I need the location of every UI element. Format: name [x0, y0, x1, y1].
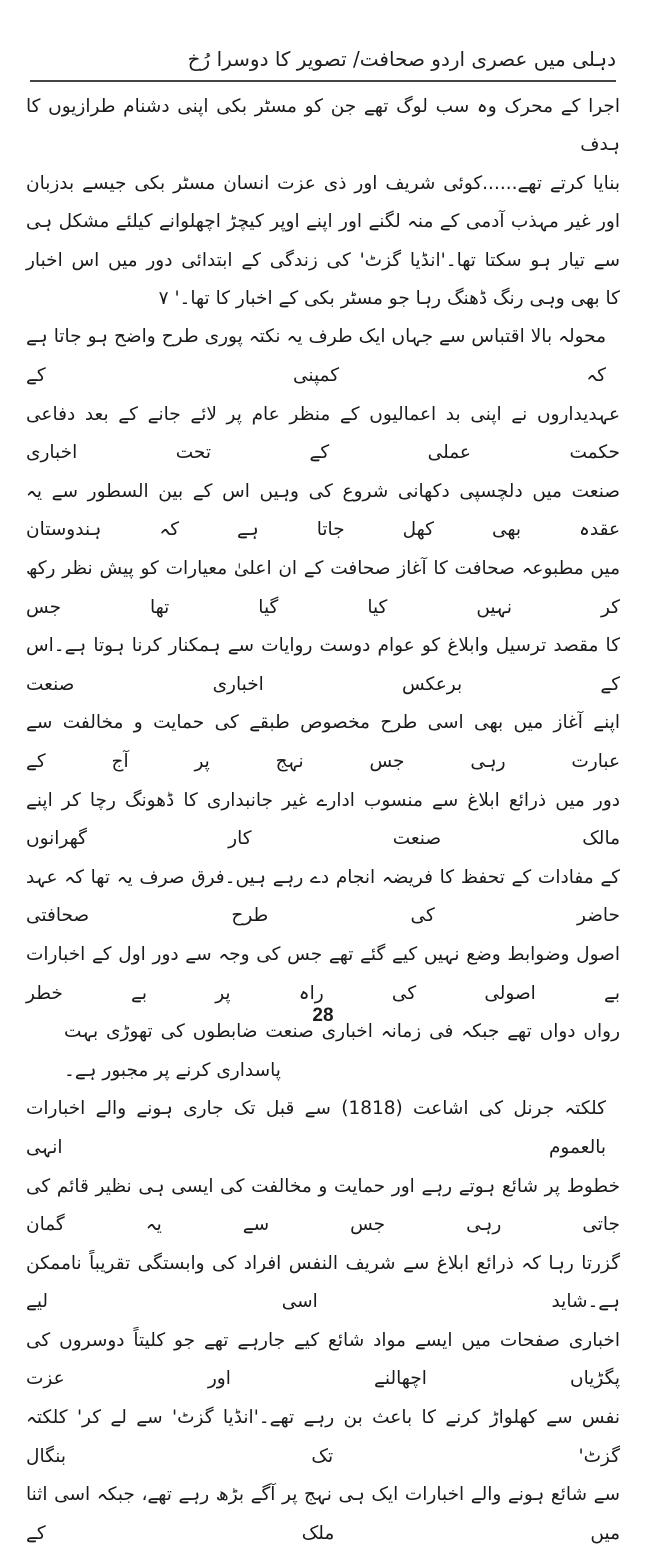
paragraph-line: صنعت میں دلچسپی دکھانی شروع کی وہیں اس کے بین السطور سے یہ عقدہ بھی کھل جاتا ہے کہ ہندوستان [26, 480, 620, 541]
running-head: دہلی میں عصری اردو صحافت/ تصویر کا دوسرا رُخ [187, 47, 616, 71]
paragraph-line: میں مطبوعہ صحافت کا آغاز صحافت کے ان اعلیٰ معیارات کو پیش نظر رکھ کر نہیں کیا گیا تھا جس [26, 558, 620, 618]
header-rule [30, 80, 616, 82]
paragraph-line: اخباری صفحات میں ایسے مواد شائع کیے جارہے تھے جو کلیتاً دوسروں کی پگڑیاں اچھالنے اور عزت [26, 1329, 620, 1390]
quote-line: کا بھی وہی رنگ ڈھنگ رہا جو مسٹر بکی کے اخبار کا تھا۔' ۷ [158, 288, 620, 310]
paragraph-line: عہدیداروں نے اپنی بد اعمالیوں کے منظر عام پر لائے جانے کے بعد دفاعی حکمت عملی کے تحت اخباری [26, 403, 620, 464]
paragraph-line: گزرتا رہا کہ ذرائع ابلاغ سے شریف النفس افراد کی وابستگی تقریباً ناممکن ہے۔شاید اسی لیے [26, 1252, 620, 1313]
paragraph-line: سے شائع ہونے والے اخبارات ایک ہی نہج پر آگے بڑھ رہے تھے، جبکہ اسی اثنا میں ملک کے [26, 1484, 620, 1544]
paragraph-2 [26, 1090, 620, 1553]
paragraph-line: کا مقصد ترسیل وابلاغ کو عوام دوست روایات سے ہمکنار کرنا ہوتا ہے۔اس کے برعکس اخباری صنعت [26, 635, 620, 695]
paragraph-line: دور میں ذرائع ابلاغ سے منسوب ادارے غیر جانبداری کا ڈھونگ رچا کر اپنے مالک صنعت کار گھرانوں [26, 789, 620, 850]
paragraph-line: کلکتہ جرنل کی اشاعت (1818) سے قبل تک جاری ہونے والے اخبارات بالعموم انہی [26, 1098, 606, 1158]
body-text [26, 88, 620, 1553]
quote-line: سے تیار ہو سکتا تھا۔'انڈیا گزٹ' کی زندگی کے ابتدائی دور میں اس اخبار [26, 249, 620, 271]
paragraph-1 [26, 318, 620, 1090]
block-quote [26, 88, 620, 318]
paragraph-line: اپنے آغاز میں بھی اسی طرح مخصوص طبقے کی حمایت و مخالفت سے عبارت رہی جس نہج پر آج کے [26, 712, 620, 772]
paragraph-line: محولہ بالا اقتباس سے جہاں ایک طرف یہ نکتہ پوری طرح واضح ہو جاتا ہے کہ کمپنی کے [26, 326, 606, 387]
page-number: 28 [312, 1005, 334, 1026]
paragraph-line: کے مفادات کے تحفظ کا فریضہ انجام دے رہے ہیں۔فرق صرف یہ تھا کہ عہد حاضر کی طرح صحافتی [26, 866, 620, 927]
quote-line: اور غیر مہذب آدمی کے منہ لگنے اور اپنے اوپر کیچڑ اچھلوانے کیلئے مشکل ہی [26, 211, 620, 233]
quote-line: بنایا کرتے تھے......کوئی شریف اور ذی عزت انسان مسٹر بکی جیسے بدزبان [26, 172, 620, 194]
quote-line: اجرا کے محرک وہ سب لوگ تھے جن کو مسٹر بکی اپنی دشنام طرازیوں کا ہدف [26, 96, 620, 156]
paragraph-line: اصول وضوابط وضع نہیں کیے گئے تھے جس کی وجہ سے دور اول کے اخبارات بے اصولی کی راہ پر بے خطر [26, 943, 620, 1004]
paragraph-line: خطوط پر شائع ہوتے رہے اور حمایت و مخالفت کی ایسی ہی نظیر قائم کی جاتی رہی جس سے یہ گمان [26, 1175, 620, 1236]
paragraph-line: رواں دواں تھے جبکہ فی زمانہ اخباری صنعت ضابطوں کی تھوڑی بہت پاسداری کرنے پر مجبور ہے۔ [64, 1021, 620, 1081]
paragraph-line: نفس سے کھلواڑ کرنے کا باعث بن رہے تھے۔'انڈیا گزٹ' سے لے کر' کلکتہ گزٹ' تک بنگال [26, 1407, 620, 1467]
